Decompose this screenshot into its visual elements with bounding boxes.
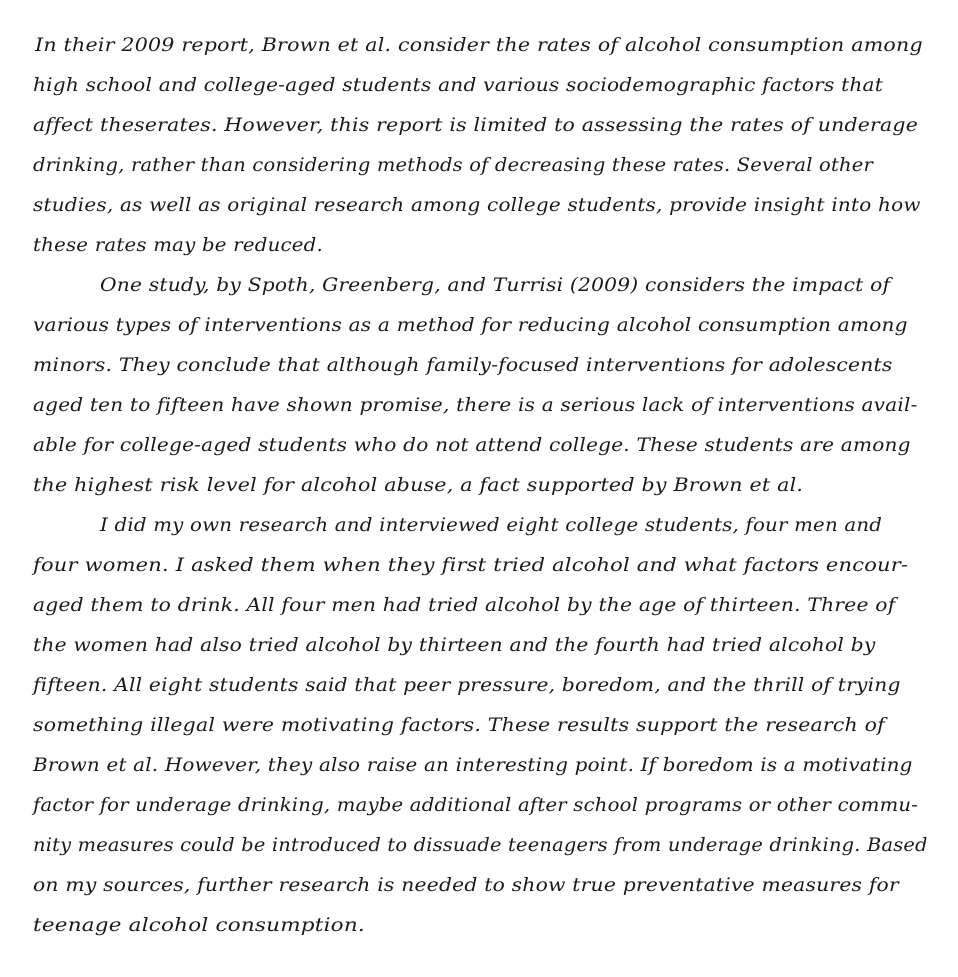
text-line: these rates may be reduced. (33, 234, 324, 256)
text-line: factor for underage drinking, maybe additional after school programs or other commu- (33, 794, 919, 816)
text-line: the women had also tried alcohol by thirteen and the fourth had tried alcohol by (33, 634, 876, 656)
text-line: One study, by Spoth, Greenberg, and Turrisi (2009) considers the impact of (100, 274, 891, 296)
text-line: high school and college-aged students and various sociodemographic factors that (33, 74, 884, 96)
text-line: on my sources, further research is needed to show true preventative measures for (33, 874, 899, 896)
text-line: various types of interventions as a method for reducing alcohol consumption among (33, 314, 908, 336)
text-line: nity measures could be introduced to dissuade teenagers from underage drinking. Based (33, 834, 928, 856)
text-line: something illegal were motivating factors. These results support the research of (33, 714, 885, 736)
text-line: studies, as well as original research among college students, provide insight into how (33, 194, 921, 216)
text-line: I did my own research and interviewed eight college students, four men and (100, 514, 883, 536)
text-line: fifteen. All eight students said that peer pressure, boredom, and the thrill of trying (33, 674, 901, 696)
text-line: affect theserates. However, this report is limited to assessing the rates of underage (33, 114, 919, 136)
text-line: the highest risk level for alcohol abuse, a fact supported by Brown et al. (33, 474, 804, 496)
text-line: aged them to drink. All four men had tried alcohol by the age of thirteen. Three of (33, 594, 896, 616)
text-line: teenage alcohol consumption. (33, 914, 365, 936)
text-line: aged ten to fifteen have shown promise, there is a serious lack of interventions avail- (33, 394, 918, 416)
text-line: able for college-aged students who do not attend college. These students are among (33, 434, 911, 456)
text-line: minors. They conclude that although family-focused interventions for adolescents (33, 354, 893, 376)
text-line: In their 2009 report, Brown et al. consider the rates of alcohol consumption among (35, 34, 923, 56)
text-line: four women. I asked them when they first tried alcohol and what factors encour- (33, 554, 909, 576)
text-line: drinking, rather than considering methods of decreasing these rates. Several other (33, 154, 873, 176)
text-line: Brown et al. However, they also raise an interesting point. If boredom is a motivating (33, 754, 913, 776)
